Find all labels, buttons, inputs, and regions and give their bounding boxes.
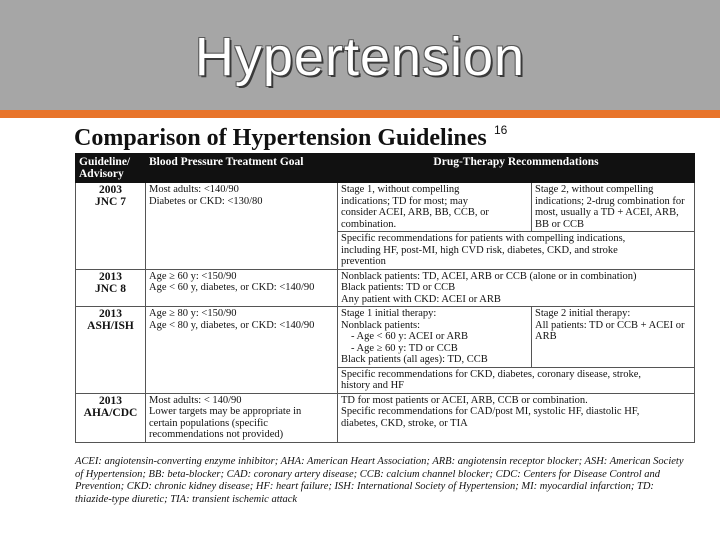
guideline-name: JNC 8	[95, 282, 126, 295]
drug-line: Nonblack patients:	[341, 319, 421, 331]
document-title: Comparison of Hypertension Guidelines	[74, 125, 487, 151]
goal-line: certain populations (specific	[149, 417, 268, 429]
goal-line: recommendations not provided)	[149, 429, 284, 440]
drug-line: BB or CCB	[535, 218, 585, 230]
guideline-year: 2013	[99, 308, 122, 320]
drug-line: including HF, post-MI, high CVD risk, diabetes, CKD, and stroke	[341, 244, 618, 256]
guideline-year: 2013	[99, 394, 122, 407]
goal-line: Age ≥ 80 y: <150/90	[149, 308, 237, 319]
goal-line: Age < 80 y, diabetes, or CKD: <140/90	[149, 319, 315, 331]
goal-line: Diabetes or CKD: <130/80	[149, 195, 263, 207]
guidelines-table	[75, 153, 695, 443]
specific-cell	[338, 232, 695, 270]
drug-cell	[338, 269, 695, 307]
abbreviations-footnote: ACEI: angiotensin-converting enzyme inhibitor; AHA: American Heart Association; ARB: angiotensin receptor blocker; ASH: American Society of Hypertension; BB: beta-blocker; CAD: coronary artery disease; CCB: calcium channel blocker; CDC: Centers for Disease Control and Prevention; CKD: chronic kidney disease; HF: heart failure; ISH: International Society of Hypertension; MI: myocardial infarction; TD: thiazide-type diuretic; TIA: transient ischemic attack	[75, 456, 684, 505]
drug-line: Specific recommendations for patients with compelling indications,	[341, 233, 626, 244]
guideline-cell	[76, 183, 146, 270]
guideline-cell	[76, 307, 146, 394]
drug-line: indications; 2-drug combination for	[535, 195, 685, 207]
goal-cell	[146, 183, 338, 270]
drug-line: Nonblack patients: TD, ACEI, ARB or CCB (alone or in combination)	[341, 270, 637, 282]
drug-line: diabetes, CKD, stroke, or TIA	[341, 417, 468, 429]
stage2-cell	[532, 183, 695, 232]
drug-line: Black patients (all ages): TD, CCB	[341, 354, 488, 365]
drug-bullet: - Age < 60 y: ACEI or ARB	[351, 331, 469, 342]
goal-cell	[146, 393, 338, 442]
guideline-cell	[76, 393, 146, 442]
table-row	[76, 393, 695, 442]
goal-line: Age < 60 y, diabetes, or CKD: <140/90	[149, 282, 315, 293]
specific-cell	[338, 367, 695, 393]
header-goal: Blood Pressure Treatment Goal	[146, 154, 338, 183]
drug-bullet: - Age ≥ 60 y: TD or CCB	[351, 342, 458, 354]
drug-line: Any patient with CKD: ACEI or ARB	[341, 293, 501, 305]
goal-cell	[146, 269, 338, 307]
stage1-cell	[338, 307, 532, 368]
drug-line: combination.	[341, 218, 397, 230]
header-drug-therapy: Drug-Therapy Recommendations	[338, 154, 695, 183]
drug-line: Specific recommendations for CKD, diabetes, coronary disease, stroke,	[341, 368, 642, 380]
goal-line: Most adults: <140/90	[149, 184, 239, 195]
drug-line: indications; TD for most; may	[341, 195, 468, 207]
guideline-cell	[76, 269, 146, 307]
drug-line: Stage 2, without compelling	[535, 184, 654, 195]
drug-line: All patients: TD or CCB + ACEI or	[535, 319, 685, 331]
drug-line: Black patients: TD or CCB	[341, 282, 456, 293]
drug-line: Stage 1, without compelling	[341, 184, 460, 195]
goal-cell	[146, 307, 338, 394]
table-row	[76, 269, 695, 307]
drug-line: Stage 2 initial therapy:	[535, 308, 631, 319]
drug-line: ARB	[535, 331, 557, 342]
goal-line: Lower targets may be appropriate in	[149, 406, 302, 417]
reference-number: 16	[494, 123, 508, 137]
drug-line: Stage 1 initial therapy:	[341, 308, 437, 319]
stage2-cell	[532, 307, 695, 368]
guideline-year: 2013	[99, 270, 122, 283]
goal-line: Age ≥ 60 y: <150/90	[149, 270, 237, 282]
guideline-name: JNC 7	[95, 196, 126, 208]
stage1-cell	[338, 183, 532, 232]
table-header-row	[76, 154, 695, 183]
goal-line: Most adults: < 140/90	[149, 394, 242, 406]
drug-line: TD for most patients or ACEI, ARB, CCB or combination.	[341, 394, 588, 406]
drug-line: history and HF	[341, 380, 404, 391]
guideline-year: 2003	[99, 184, 122, 196]
slide-header	[0, 0, 720, 110]
header-guideline: Guideline/ Advisory	[76, 154, 146, 183]
drug-cell	[338, 393, 695, 442]
drug-line: most, usually a TD + ACEI, ARB,	[535, 207, 679, 218]
accent-bar	[0, 110, 720, 118]
table-row	[76, 307, 695, 368]
table-row	[76, 183, 695, 232]
guideline-name: AHA/CDC	[83, 406, 138, 419]
drug-line: prevention	[341, 256, 386, 267]
guideline-name: ASH/ISH	[87, 320, 134, 332]
slide-title: Hypertension	[194, 27, 526, 87]
drug-line: consider ACEI, ARB, BB, CCB, or	[341, 207, 489, 218]
drug-line: Specific recommendations for CAD/post MI, systolic HF, diastolic HF,	[341, 406, 640, 417]
